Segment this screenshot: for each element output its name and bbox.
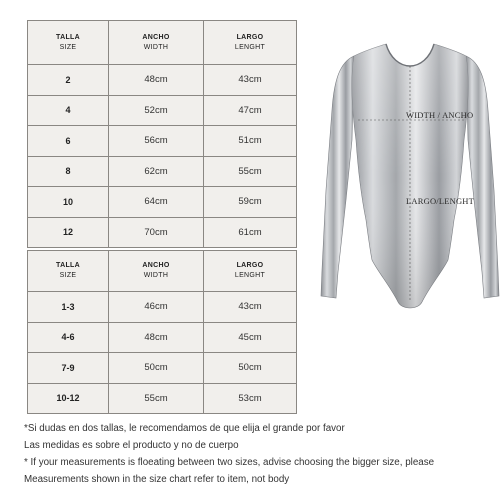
cell-width: 56cm bbox=[109, 126, 204, 157]
header-width bbox=[109, 251, 204, 292]
cell-size: 7-9 bbox=[28, 353, 109, 384]
header-line: LENGHT bbox=[234, 43, 266, 51]
table-row bbox=[28, 156, 297, 187]
header-line: LARGO bbox=[236, 33, 264, 41]
cell-length: 59cm bbox=[204, 187, 297, 218]
cell-width: 62cm bbox=[109, 156, 204, 187]
cell-length: 51cm bbox=[204, 126, 297, 157]
cell-size: 2 bbox=[28, 65, 109, 96]
cell-width: 52cm bbox=[109, 95, 204, 126]
cell-size: 10-12 bbox=[28, 383, 109, 414]
cell-size: 8 bbox=[28, 156, 109, 187]
table-row bbox=[28, 383, 297, 414]
header-line: WIDTH bbox=[143, 272, 169, 279]
header-size bbox=[28, 21, 109, 65]
cell-width: 48cm bbox=[109, 322, 204, 353]
cell-length: 47cm bbox=[204, 95, 297, 126]
size-notes bbox=[24, 420, 494, 488]
cell-size: 4-6 bbox=[28, 322, 109, 353]
table-row bbox=[28, 292, 297, 323]
cell-size: 1-3 bbox=[28, 292, 109, 323]
cell-width: 46cm bbox=[109, 292, 204, 323]
cell-length: 55cm bbox=[204, 156, 297, 187]
table-header-row bbox=[28, 251, 297, 292]
cell-width: 55cm bbox=[109, 383, 204, 414]
cell-size: 6 bbox=[28, 126, 109, 157]
cell-length: 43cm bbox=[204, 292, 297, 323]
width-label: WIDTH / ANCHO bbox=[406, 110, 474, 120]
note-es-1: *Si dudas en dos tallas, le recomendamos de que elija el grande por favor bbox=[24, 423, 345, 434]
header-line: ANCHO bbox=[142, 262, 170, 269]
table-row bbox=[28, 95, 297, 126]
header-line: SIZE bbox=[59, 43, 77, 51]
header-line: LARGO bbox=[236, 262, 264, 269]
header-line: TALLA bbox=[56, 33, 80, 41]
cell-size: 4 bbox=[28, 95, 109, 126]
right-sleeve bbox=[466, 56, 499, 298]
garment-illustration bbox=[318, 40, 500, 360]
cell-length: 45cm bbox=[204, 322, 297, 353]
header-length bbox=[204, 21, 297, 65]
cell-width: 64cm bbox=[109, 187, 204, 218]
header-line: SIZE bbox=[59, 272, 77, 279]
cell-length: 61cm bbox=[204, 217, 297, 248]
cell-length: 43cm bbox=[204, 65, 297, 96]
size-table-primary bbox=[27, 20, 297, 248]
table-row bbox=[28, 126, 297, 157]
cell-width: 70cm bbox=[109, 217, 204, 248]
cell-width: 50cm bbox=[109, 353, 204, 384]
note-es-2: Las medidas es sobre el producto y no de cuerpo bbox=[24, 440, 239, 451]
header-line: LENGHT bbox=[234, 272, 266, 279]
table-row bbox=[28, 187, 297, 218]
table-header-row bbox=[28, 21, 297, 65]
size-table-secondary bbox=[27, 250, 297, 414]
header-line: WIDTH bbox=[143, 43, 169, 51]
cell-length: 50cm bbox=[204, 353, 297, 384]
cell-width: 48cm bbox=[109, 65, 204, 96]
header-size bbox=[28, 251, 109, 292]
left-sleeve bbox=[321, 56, 354, 298]
length-label: LARGO/LENGHT bbox=[406, 196, 475, 206]
table-row bbox=[28, 322, 297, 353]
cell-size: 10 bbox=[28, 187, 109, 218]
note-en-1: * If your measurements is floeating between two sizes, advise choosing the bigger size, please bbox=[24, 457, 435, 468]
header-line: TALLA bbox=[56, 262, 80, 269]
header-line: ANCHO bbox=[142, 33, 170, 41]
cell-length: 53cm bbox=[204, 383, 297, 414]
header-width bbox=[109, 21, 204, 65]
cell-size: 12 bbox=[28, 217, 109, 248]
note-en-2: Measurements shown in the size chart refer to item, not body bbox=[24, 474, 290, 485]
table-row bbox=[28, 217, 297, 248]
table-row bbox=[28, 65, 297, 96]
header-length bbox=[204, 251, 297, 292]
table-row bbox=[28, 353, 297, 384]
